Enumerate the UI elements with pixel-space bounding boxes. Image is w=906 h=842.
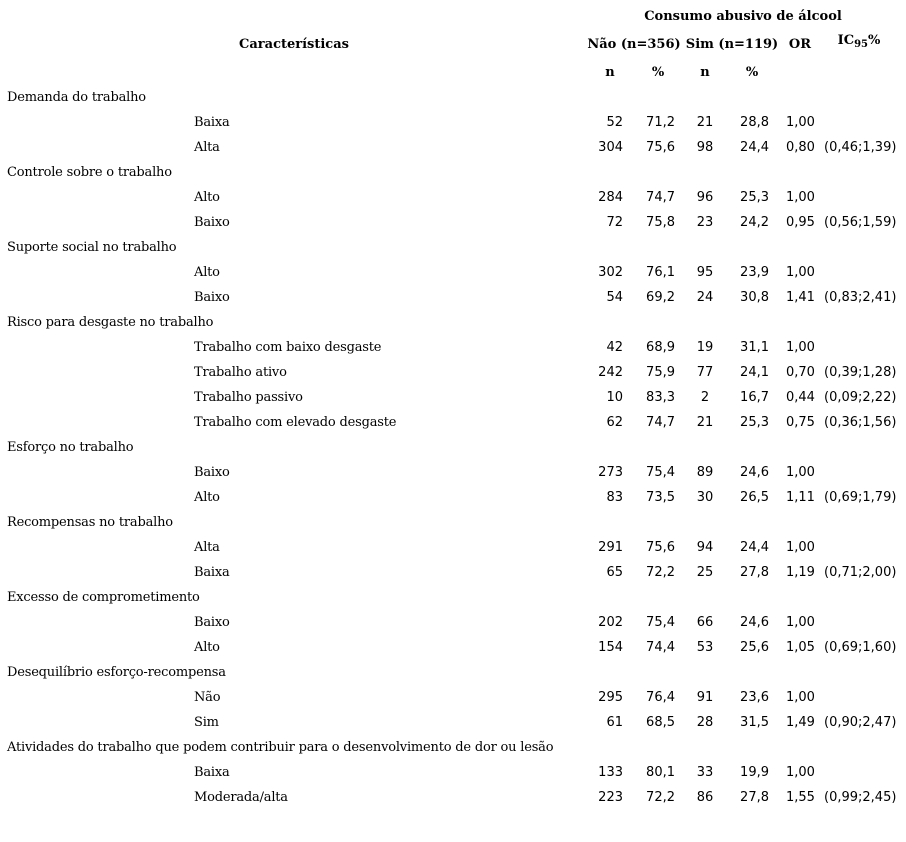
cell-nao-pct: 74,7 xyxy=(646,190,675,205)
cell-nao-n: 83 xyxy=(606,490,623,505)
row-label: Alto xyxy=(194,265,220,280)
cell-sim-n: 53 xyxy=(696,640,714,655)
cell-sim-n: 23 xyxy=(696,215,714,230)
cell-ci: (0,46;1,39) xyxy=(824,140,897,155)
cell-or: 0,70 xyxy=(786,365,815,380)
ci-header-suffix: % xyxy=(868,33,881,48)
cell-nao-pct: 83,3 xyxy=(646,390,675,405)
group-title: Excesso de comprometimento xyxy=(7,590,200,605)
row-label: Baixo xyxy=(194,215,230,230)
cell-or: 1,00 xyxy=(786,340,815,355)
cell-or: 1,00 xyxy=(786,190,815,205)
row-label: Trabalho com elevado desgaste xyxy=(194,415,397,430)
cell-sim-n: 19 xyxy=(696,340,714,355)
cell-or: 0,75 xyxy=(786,415,815,430)
group-title: Desequilíbrio esforço-recompensa xyxy=(7,665,226,680)
cell-sim-pct: 24,6 xyxy=(740,615,769,630)
row-label: Baixo xyxy=(194,465,230,480)
cell-sim-pct: 30,8 xyxy=(740,290,769,305)
cell-or: 1,05 xyxy=(786,640,815,655)
ci-header-main: IC xyxy=(837,33,855,48)
row-label: Sim xyxy=(194,715,219,730)
cell-sim-n: 2 xyxy=(700,390,710,405)
or-header: OR xyxy=(788,37,812,52)
cell-or: 0,80 xyxy=(786,140,815,155)
cell-or: 1,49 xyxy=(786,715,815,730)
group-title: Demanda do trabalho xyxy=(7,90,146,105)
row-label: Baixo xyxy=(194,615,230,630)
cell-sim-n: 21 xyxy=(696,115,714,130)
cell-sim-pct: 28,8 xyxy=(740,115,769,130)
ci-header xyxy=(838,33,881,49)
cell-nao-n: 154 xyxy=(598,640,623,655)
cell-sim-pct: 25,3 xyxy=(740,415,769,430)
cell-ci: (0,56;1,59) xyxy=(824,215,897,230)
sub-header-pct-nao: % xyxy=(651,65,665,80)
cell-nao-pct: 76,1 xyxy=(646,265,675,280)
cell-ci: (0,09;2,22) xyxy=(824,390,897,405)
group-title: Suporte social no trabalho xyxy=(7,240,177,255)
group-title: Consumo abusivo de álcool xyxy=(644,9,842,24)
cell-sim-pct: 19,9 xyxy=(740,765,769,780)
cell-or: 1,00 xyxy=(786,465,815,480)
cell-or: 1,00 xyxy=(786,690,815,705)
cell-sim-n: 86 xyxy=(696,790,714,805)
cell-nao-pct: 68,5 xyxy=(646,715,675,730)
cell-nao-n: 242 xyxy=(598,365,623,380)
cell-nao-n: 284 xyxy=(598,190,623,205)
cell-nao-n: 304 xyxy=(598,140,623,155)
row-label: Alta xyxy=(194,140,220,155)
cell-sim-pct: 27,8 xyxy=(740,790,769,805)
sim-header: Sim (n=119) xyxy=(685,37,779,52)
cell-or: 1,00 xyxy=(786,265,815,280)
cell-or: 1,00 xyxy=(786,540,815,555)
cell-sim-n: 96 xyxy=(696,190,714,205)
cell-sim-pct: 27,8 xyxy=(740,565,769,580)
cell-sim-n: 91 xyxy=(696,690,714,705)
cell-nao-pct: 71,2 xyxy=(646,115,675,130)
row-label: Baixa xyxy=(194,115,230,130)
cell-ci: (0,90;2,47) xyxy=(824,715,897,730)
row-label: Alto xyxy=(194,190,220,205)
cell-or: 1,00 xyxy=(786,615,815,630)
cell-sim-pct: 24,1 xyxy=(740,365,769,380)
cell-nao-n: 291 xyxy=(598,540,623,555)
row-label: Alto xyxy=(194,640,220,655)
cell-sim-n: 66 xyxy=(696,615,714,630)
row-label: Alta xyxy=(194,540,220,555)
cell-nao-n: 54 xyxy=(606,290,623,305)
row-label: Não xyxy=(194,690,221,705)
cell-or: 0,44 xyxy=(786,390,815,405)
cell-nao-n: 72 xyxy=(606,215,623,230)
cell-ci: (0,36;1,56) xyxy=(824,415,897,430)
row-label: Moderada/alta xyxy=(194,790,288,805)
cell-sim-pct: 25,6 xyxy=(740,640,769,655)
cell-nao-n: 42 xyxy=(606,340,623,355)
row-label: Baixa xyxy=(194,565,230,580)
cell-nao-pct: 73,5 xyxy=(646,490,675,505)
row-label: Trabalho ativo xyxy=(194,365,287,380)
nao-header: Não (n=356) xyxy=(587,37,681,52)
row-label: Baixa xyxy=(194,765,230,780)
cell-nao-pct: 74,4 xyxy=(646,640,675,655)
cell-or: 1,00 xyxy=(786,115,815,130)
cell-nao-pct: 68,9 xyxy=(646,340,675,355)
cell-nao-n: 273 xyxy=(598,465,623,480)
cell-nao-n: 61 xyxy=(606,715,623,730)
sub-header-pct-sim: % xyxy=(745,65,759,80)
cell-sim-pct: 23,6 xyxy=(740,690,769,705)
cell-nao-n: 202 xyxy=(598,615,623,630)
group-title: Controle sobre o trabalho xyxy=(7,165,172,180)
cell-nao-pct: 75,4 xyxy=(646,615,675,630)
group-title: Recompensas no trabalho xyxy=(7,515,173,530)
cell-sim-n: 24 xyxy=(696,290,714,305)
cell-or: 1,19 xyxy=(786,565,815,580)
cell-sim-n: 28 xyxy=(696,715,714,730)
cell-ci: (0,69;1,79) xyxy=(824,490,897,505)
cell-sim-n: 89 xyxy=(696,465,714,480)
cell-sim-n: 77 xyxy=(696,365,714,380)
cell-or: 1,00 xyxy=(786,765,815,780)
row-label: Alto xyxy=(194,490,220,505)
cell-ci: (0,69;1,60) xyxy=(824,640,897,655)
cell-nao-n: 295 xyxy=(598,690,623,705)
cell-sim-n: 94 xyxy=(696,540,714,555)
cell-nao-n: 62 xyxy=(606,415,623,430)
ci-header-sub: 95 xyxy=(854,39,868,50)
cell-nao-n: 52 xyxy=(606,115,623,130)
cell-nao-n: 65 xyxy=(606,565,623,580)
cell-nao-n: 302 xyxy=(598,265,623,280)
cell-sim-n: 25 xyxy=(696,565,714,580)
cell-ci: (0,39;1,28) xyxy=(824,365,897,380)
cell-sim-n: 98 xyxy=(696,140,714,155)
cell-sim-pct: 31,5 xyxy=(740,715,769,730)
cell-nao-pct: 72,2 xyxy=(646,790,675,805)
row-label: Baixo xyxy=(194,290,230,305)
cell-ci: (0,71;2,00) xyxy=(824,565,897,580)
cell-ci: (0,99;2,45) xyxy=(824,790,897,805)
cell-or: 0,95 xyxy=(786,215,815,230)
cell-sim-n: 95 xyxy=(696,265,714,280)
cell-sim-pct: 31,1 xyxy=(740,340,769,355)
group-title: Esforço no trabalho xyxy=(7,440,134,455)
cell-or: 1,11 xyxy=(786,490,815,505)
group-title: Risco para desgaste no trabalho xyxy=(7,315,214,330)
cell-nao-pct: 75,6 xyxy=(646,540,675,555)
cell-nao-pct: 75,6 xyxy=(646,140,675,155)
cell-sim-pct: 24,6 xyxy=(740,465,769,480)
cell-nao-pct: 80,1 xyxy=(646,765,675,780)
cell-or: 1,41 xyxy=(786,290,815,305)
sub-header-n-sim: n xyxy=(700,65,710,80)
cell-nao-pct: 76,4 xyxy=(646,690,675,705)
cell-sim-pct: 23,9 xyxy=(740,265,769,280)
cell-sim-pct: 26,5 xyxy=(740,490,769,505)
row-label: Trabalho passivo xyxy=(194,390,303,405)
cell-sim-n: 21 xyxy=(696,415,714,430)
cell-nao-pct: 74,7 xyxy=(646,415,675,430)
cell-sim-pct: 24,4 xyxy=(740,540,769,555)
row-label: Trabalho com baixo desgaste xyxy=(194,340,382,355)
cell-nao-n: 10 xyxy=(606,390,623,405)
cell-nao-n: 223 xyxy=(598,790,623,805)
sub-header-n-nao: n xyxy=(605,65,615,80)
cell-nao-pct: 69,2 xyxy=(646,290,675,305)
cell-sim-pct: 24,2 xyxy=(740,215,769,230)
cell-nao-pct: 75,8 xyxy=(646,215,675,230)
cell-sim-n: 33 xyxy=(696,765,714,780)
cell-sim-n: 30 xyxy=(696,490,714,505)
cell-nao-n: 133 xyxy=(598,765,623,780)
cell-nao-pct: 75,9 xyxy=(646,365,675,380)
cell-nao-pct: 72,2 xyxy=(646,565,675,580)
cell-or: 1,55 xyxy=(786,790,815,805)
cell-sim-pct: 16,7 xyxy=(740,390,769,405)
cell-sim-pct: 25,3 xyxy=(740,190,769,205)
group-title: Atividades do trabalho que podem contribuir para o desenvolvimento de dor ou lesão xyxy=(7,740,554,755)
cell-ci: (0,83;2,41) xyxy=(824,290,897,305)
cell-sim-pct: 24,4 xyxy=(740,140,769,155)
cell-nao-pct: 75,4 xyxy=(646,465,675,480)
characteristics-header: Características xyxy=(239,37,349,52)
